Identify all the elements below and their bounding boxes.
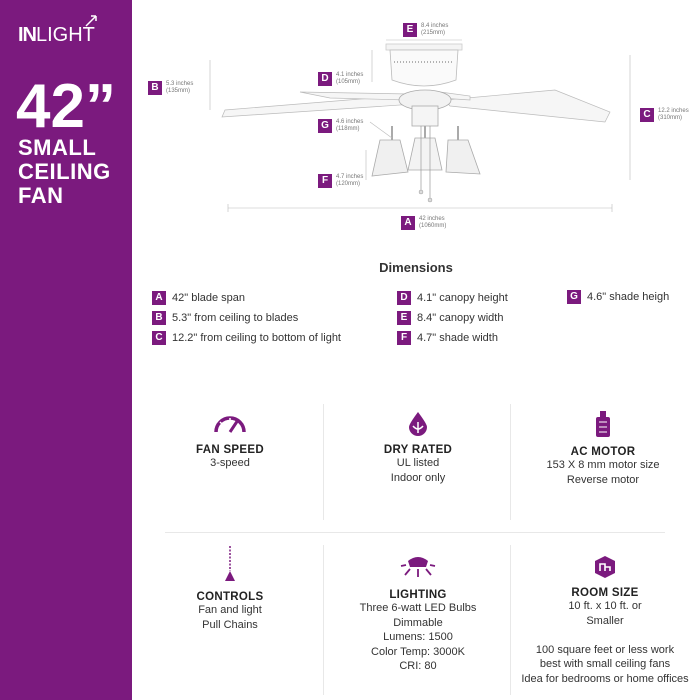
fan-blade-right [445,90,610,122]
title-line-3: FAN [18,183,64,208]
spec-room-size: ROOM SIZE 10 ft. x 10 ft. or Smaller 100 square feet or less work best with small ceiling fans Idea for bedrooms or home offices [515,555,695,686]
badge-b: B [148,81,162,95]
badge-e: E [403,23,417,37]
shade-center [408,138,442,170]
dim-line-g [370,122,392,138]
diagram-label-g: G 4.6 inches (118mm) [318,119,363,133]
shade-right [446,140,480,174]
shade-left [372,140,408,176]
spec-fan-speed: FAN SPEED 3-speed [150,410,310,471]
dimension-item-c: C 12.2" from ceiling to bottom of light [152,331,341,345]
badge-a: A [401,216,415,230]
diagram-label-c: C 12.2 inches (310mm) [640,108,689,122]
brand-logo: INLIGHT [18,24,95,46]
divider [165,532,665,533]
badge-g: G [318,119,332,133]
badge-d: D [318,72,332,86]
dimension-item-a: A 42" blade span [152,291,245,305]
spec-controls: CONTROLS Fan and light Pull Chains [150,545,310,632]
fan-size-heading: 42” [16,72,116,141]
dimension-item-d: D 4.1" canopy height [397,291,508,305]
divider [510,545,511,695]
light-kit [412,106,438,126]
canopy-plate [386,44,462,50]
diagram-label-e: E 8.4 inches (215mm) [403,23,448,37]
diagram-label-a: A 42 inches (1060mm) [401,216,446,230]
diagram-label-b: B 5.3 inches (135mm) [148,81,193,95]
dimension-item-g: G 4.6" shade heigh [567,290,669,304]
dimension-item-f: F 4.7" shade width [397,331,498,345]
dimensions-title: Dimensions [379,260,453,275]
pull-chain-icon [223,545,237,583]
diagram-label-d: D 4.1 inches (105mm) [318,72,363,86]
divider [323,404,324,520]
canopy [390,50,458,86]
spec-lighting: LIGHTING Three 6-watt LED Bulbs Dimmable Lumens: 1500 Color Temp: 3000K CRI: 80 [338,555,498,674]
motor-icon [593,410,613,438]
badge-c: C [640,108,654,122]
title-line-2: CEILING [18,159,111,184]
water-drop-icon [405,410,431,436]
spec-dry-rated: DRY RATED UL listed Indoor only [338,410,498,485]
divider [510,404,511,520]
title-line-1: SMALL [18,135,97,160]
diagram-label-f: F 4.7 inches (120mm) [318,174,363,188]
dimension-item-b: B 5.3" from ceiling to blades [152,311,298,325]
badge-f: F [318,174,332,188]
divider [323,545,324,695]
fan-blade-back-left [300,92,410,100]
room-icon [593,555,617,579]
lamp-icon [400,555,436,581]
speedometer-icon [212,410,248,436]
dimension-item-e: E 8.4" canopy width [397,311,503,325]
spec-ac-motor: AC MOTOR 153 X 8 mm motor size Reverse motor [523,410,683,487]
